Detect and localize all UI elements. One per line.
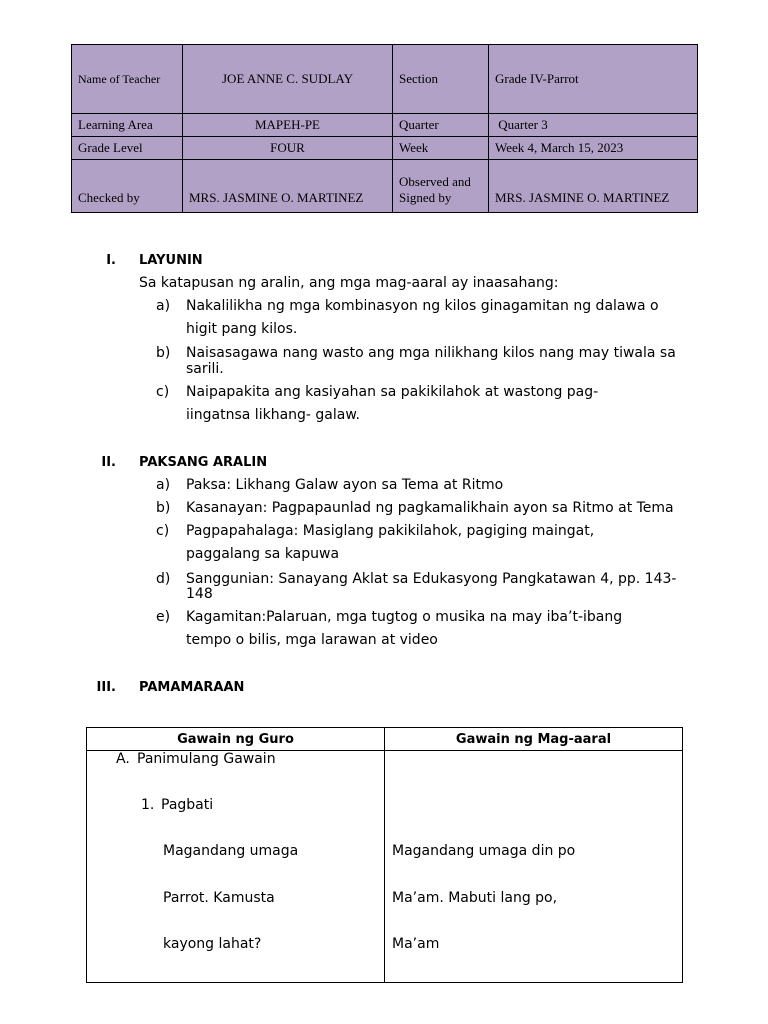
observed-signed-value: MRS. JASMINE O. MARTINEZ	[489, 160, 698, 213]
layunin-title: LAYUNIN	[139, 253, 203, 268]
checked-by-value: MRS. JASMINE O. MARTINEZ	[183, 160, 393, 213]
layunin-item-line: sarili.	[186, 361, 224, 377]
pamamaraan-number: III.	[96, 680, 116, 695]
paksang-item-marker: e)	[156, 609, 171, 625]
paksang-item-line: Paksa: Likhang Galaw ayon sa Tema at Ritmo	[186, 477, 504, 493]
mag-aaral-line: Magandang umaga din po	[392, 843, 576, 859]
layunin-intro: Sa katapusan ng aralin, ang mga mag-aaral ay inaasahang:	[139, 275, 559, 291]
paksang-item-line: Pagpapahalaga: Masiglang pakikilahok, pagiging maingat,	[186, 523, 595, 539]
col-header-mag-aaral: Gawain ng Mag-aaral	[385, 728, 683, 751]
grade-level-label: Grade Level	[72, 137, 183, 160]
layunin-item-line: higit pang kilos.	[186, 321, 298, 337]
layunin-item-marker: c)	[156, 384, 170, 400]
section-label: Section	[393, 45, 489, 114]
quarter-value: Quarter 3	[489, 114, 698, 137]
section-value: Grade IV-Parrot	[489, 45, 698, 114]
layunin-item-line: Naipapakita ang kasiyahan sa pakikilahok at wastong pag-	[186, 384, 599, 400]
paksang-item-line: 148	[186, 586, 213, 602]
mag-aaral-line: Ma’am. Mabuti lang po,	[392, 890, 558, 906]
pamamaraan-title: PAMAMARAAN	[139, 680, 245, 695]
grade-level-value: FOUR	[183, 137, 393, 160]
layunin-item-marker: a)	[156, 298, 171, 314]
week-label: Week	[393, 137, 489, 160]
paksang-item-line: Kasanayan: Pagpapaunlad ng pagkamalikhain ayon sa Ritmo at Tema	[186, 500, 674, 516]
step-a-text: Panimulang Gawain	[137, 751, 276, 767]
paksang-item-line: tempo o bilis, mga larawan at video	[186, 632, 438, 648]
paksang-title: PAKSANG ARALIN	[139, 455, 268, 470]
teacher-info-table	[71, 44, 698, 213]
paksang-item-line: paggalang sa kapuwa	[186, 546, 340, 562]
paksang-item-line: Sanggunian: Sanayang Aklat sa Edukasyong Pangkatawan 4, pp. 143-	[186, 571, 677, 587]
paksang-item-marker: d)	[156, 571, 171, 587]
guro-line: Magandang umaga	[163, 843, 299, 859]
procedure-table	[86, 727, 683, 983]
paksang-item-marker: a)	[156, 477, 171, 493]
paksang-item-line: Kagamitan:Palaruan, mga tugtog o musika na may iba’t-ibang	[186, 609, 623, 625]
learning-area-label: Learning Area	[72, 114, 183, 137]
paksang-item-marker: c)	[156, 523, 170, 539]
paksang-number: II.	[101, 455, 116, 470]
quarter-label: Quarter	[393, 114, 489, 137]
mag-aaral-cell	[385, 751, 683, 983]
layunin-item-marker: b)	[156, 345, 171, 361]
guro-line: Parrot. Kamusta	[163, 890, 275, 906]
step-a-marker: A.	[116, 751, 130, 767]
observed-signed-label: Observed and Signed by	[393, 160, 489, 213]
guro-cell	[87, 751, 385, 983]
teacher-value: JOE ANNE C. SUDLAY	[183, 45, 393, 114]
step-1-text: Pagbati	[161, 797, 214, 813]
col-header-guro: Gawain ng Guro	[87, 728, 385, 751]
layunin-item-line: Naisasagawa nang wasto ang mga nilikhang kilos nang may tiwala sa	[186, 345, 676, 361]
paksang-item-marker: b)	[156, 500, 171, 516]
week-value: Week 4, March 15, 2023	[489, 137, 698, 160]
layunin-item-line: iingatnsa likhang- galaw.	[186, 407, 360, 423]
layunin-number: I.	[106, 253, 116, 268]
checked-by-label: Checked by	[72, 160, 183, 213]
teacher-label: Name of Teacher	[72, 45, 183, 114]
guro-line: kayong lahat?	[163, 936, 262, 952]
mag-aaral-line: Ma’am	[392, 936, 440, 952]
step-1-marker: 1.	[141, 797, 155, 813]
learning-area-value: MAPEH-PE	[183, 114, 393, 137]
layunin-item-line: Nakalilikha ng mga kombinasyon ng kilos ginagamitan ng dalawa o	[186, 298, 659, 314]
